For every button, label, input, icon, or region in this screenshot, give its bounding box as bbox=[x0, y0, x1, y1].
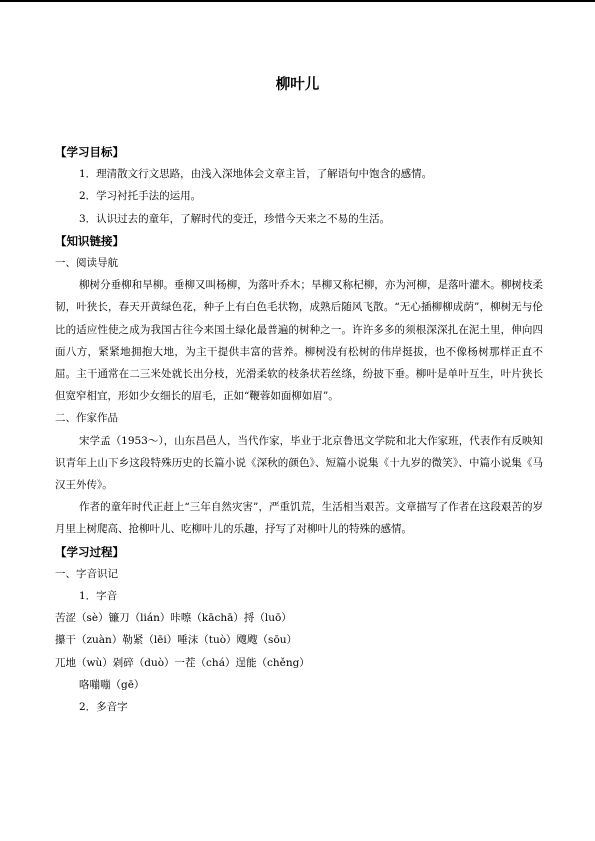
polyphone-item-label: 2．多音字 bbox=[79, 701, 128, 714]
document-body bbox=[55, 141, 543, 718]
page-top-rule bbox=[0, 0, 595, 2]
pronunciation-line: 兀地（wù）剁碎（duò）一茬（chá）逞能（chěng） bbox=[55, 656, 310, 669]
goal-item: 2．学习衬托手法的运用。 bbox=[79, 190, 202, 203]
knowledge-heading: 【知识链接】 bbox=[55, 233, 124, 248]
goals-heading: 【学习目标】 bbox=[55, 145, 124, 159]
goal-item: 3．认识过去的童年，了解时代的变迁，珍惜今天来之不易的生活。 bbox=[79, 212, 391, 225]
pronunciation-subheading: 一、字音识记 bbox=[55, 567, 118, 580]
author-works-paragraph: 作者的童年时代正赶上“三年自然灾害”，严重饥荒，生活相当艰苦。文章描写了作者在这段艰苦的岁月里上树爬高、抢柳叶儿、吃柳叶儿的乐趣，抒写了对柳叶儿的特殊的感情。 bbox=[55, 501, 543, 536]
reading-guide-subheading: 一、阅读导航 bbox=[55, 257, 118, 270]
pronunciation-line: 苦涩（sè）镰刀（lián）咔嚓（kāchā）捋（luō） bbox=[55, 612, 292, 625]
pronunciation-line: 攥干（zuàn）勒紧（lēi）唾沫（tuò）飕飕（sōu） bbox=[55, 634, 298, 647]
process-heading: 【学习过程】 bbox=[55, 544, 124, 559]
reading-guide-paragraph: 柳树分垂柳和旱柳。垂柳又叫杨柳，为落叶乔木；旱柳又称杞柳，亦为河柳，是落叶灌木。柳树枝柔韧，叶狭长，春天开黄绿色花，种子上有白色毛状物，成熟后随风飞散。“无心插柳柳成荫”，柳树无与伦比的适应性使之成为我国古往今来国土绿化最普遍的树种之一。许许多多的须根深深扎在泥土里，伸向四面八方，紧紧地拥抱大地，为主干提供丰富的营养。柳树没有松树的伟岸挺拔，也不像杨树那样正直不屈。主干通常在二三米处就长出分枝，光滑柔软的枝条状若丝绦，纷披下垂。柳叶是单叶互生，叶片狭长但宽窄相宜，形如少女细长的眉毛，正如“鞭蓉如面柳如眉”。 bbox=[55, 279, 543, 403]
document-title: 柳叶儿 bbox=[275, 77, 320, 93]
goal-item: 1．理清散文行文思路，由浅入深地体会文章主旨，了解语句中饱含的感情。 bbox=[79, 168, 433, 181]
pronunciation-line: 咯嘣嘣（gē） bbox=[79, 678, 145, 691]
author-works-paragraph: 宋学孟（1953～），山东昌邑人，当代作家，毕业于北京鲁迅文学院和北大作家班，代表作有反映知识青年上山下乡这段特殊历史的长篇小说《深秋的颜色》、短篇小说集《十九岁的微笑》、中篇小说集《马汉王外传》。 bbox=[55, 434, 543, 492]
pronunciation-item-label: 1．字音 bbox=[79, 590, 118, 603]
author-works-subheading: 二、作家作品 bbox=[55, 412, 118, 425]
